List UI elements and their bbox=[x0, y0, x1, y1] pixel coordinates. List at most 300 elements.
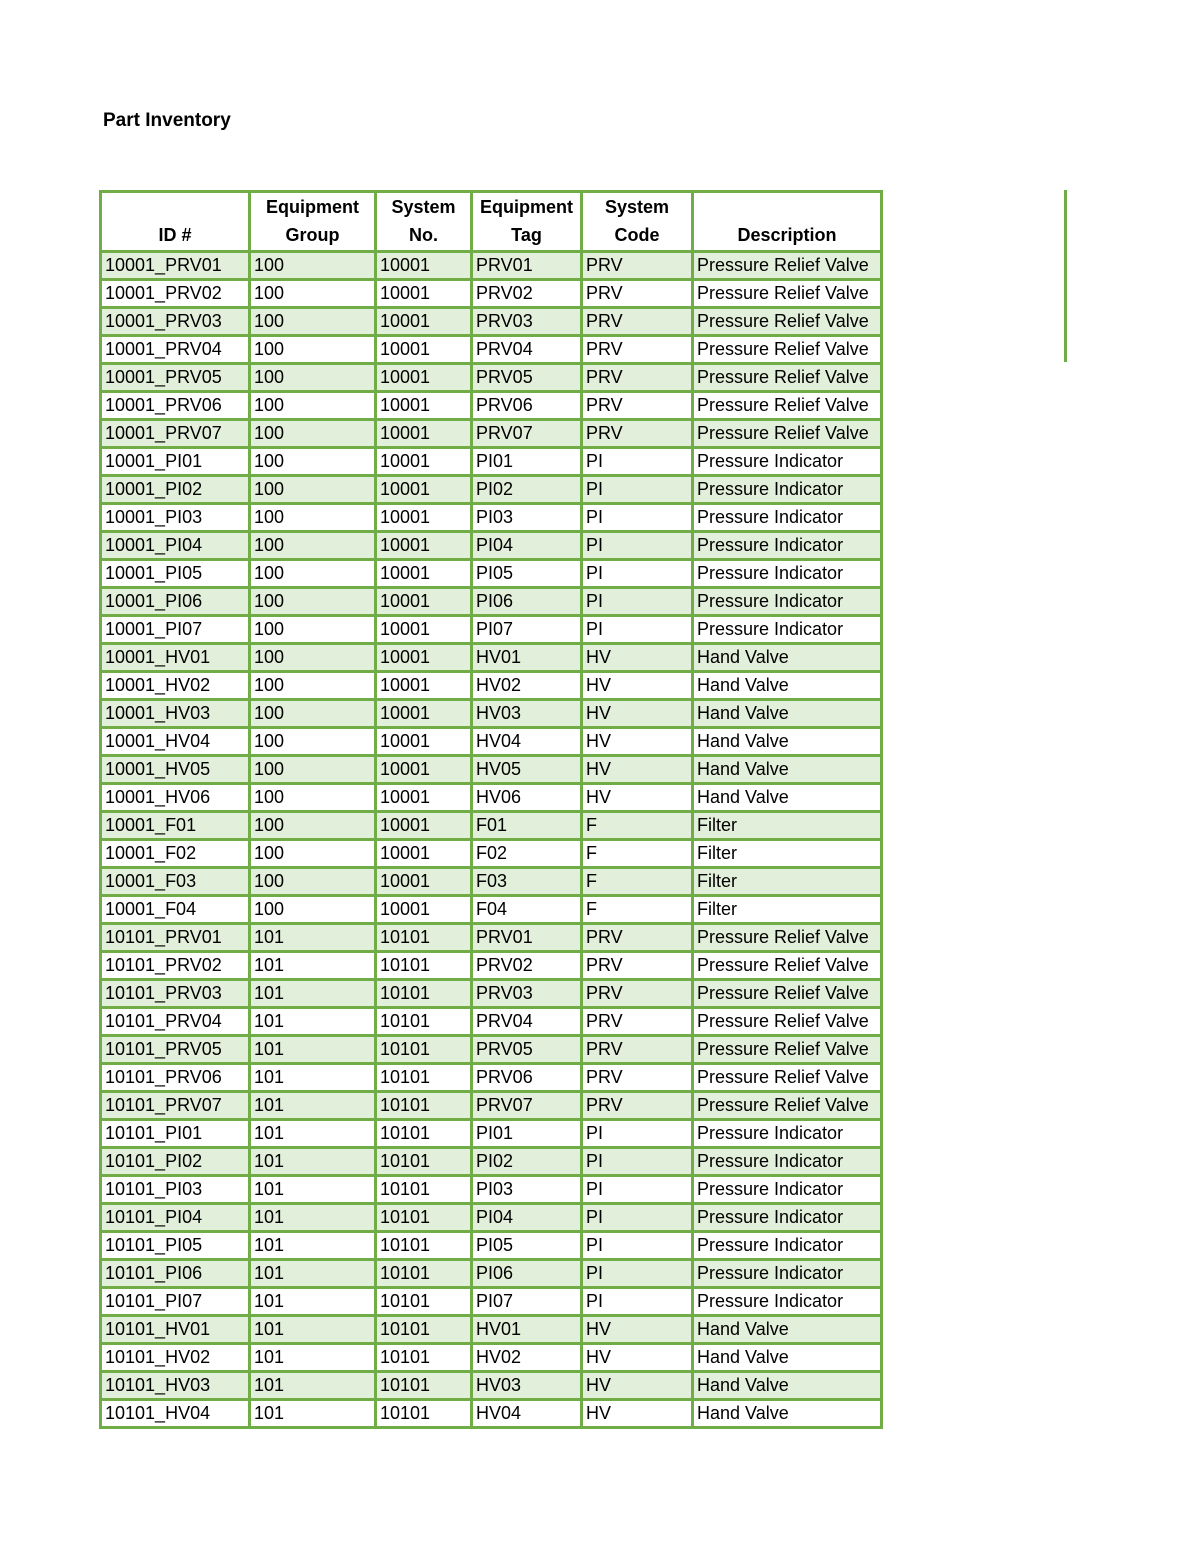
cell-equipment-tag: PI06 bbox=[472, 588, 582, 616]
cell-equipment-tag: HV02 bbox=[472, 1344, 582, 1372]
cell-description: Pressure Indicator bbox=[693, 448, 882, 476]
cell-equipment-group: 101 bbox=[250, 1008, 376, 1036]
cell-description: Filter bbox=[693, 896, 882, 924]
cell-equipment-group: 101 bbox=[250, 1260, 376, 1288]
table-row bbox=[101, 532, 882, 560]
cell-equipment-tag: HV06 bbox=[472, 784, 582, 812]
cell-equipment-group: 101 bbox=[250, 1036, 376, 1064]
table-row bbox=[101, 840, 882, 868]
cell-description: Pressure Relief Valve bbox=[693, 364, 882, 392]
cell-id: 10101_PI02 bbox=[101, 1148, 250, 1176]
header-line: Equipment bbox=[266, 197, 359, 217]
table-row bbox=[101, 1400, 882, 1428]
cell-system-code: F bbox=[582, 812, 693, 840]
cell-equipment-tag: PI01 bbox=[472, 1120, 582, 1148]
cell-description: Pressure Relief Valve bbox=[693, 1008, 882, 1036]
cell-equipment-group: 101 bbox=[250, 1064, 376, 1092]
cell-system-code: PRV bbox=[582, 1036, 693, 1064]
cell-equipment-tag: PI04 bbox=[472, 532, 582, 560]
cell-system-code: PI bbox=[582, 588, 693, 616]
cell-description: Pressure Indicator bbox=[693, 616, 882, 644]
cell-system-code: PRV bbox=[582, 252, 693, 280]
table-row bbox=[101, 420, 882, 448]
cell-equipment-group: 100 bbox=[250, 336, 376, 364]
cell-equipment-tag: PI07 bbox=[472, 616, 582, 644]
cell-equipment-group: 101 bbox=[250, 1232, 376, 1260]
cell-equipment-tag: PI01 bbox=[472, 448, 582, 476]
cell-system-code: PI bbox=[582, 1204, 693, 1232]
cell-equipment-group: 100 bbox=[250, 476, 376, 504]
cell-description: Pressure Indicator bbox=[693, 1204, 882, 1232]
header-line: No. bbox=[409, 225, 438, 245]
cell-equipment-group: 101 bbox=[250, 1092, 376, 1120]
cell-system-no: 10001 bbox=[376, 280, 472, 308]
cell-description: Hand Valve bbox=[693, 1372, 882, 1400]
cell-description: Pressure Relief Valve bbox=[693, 280, 882, 308]
cell-description: Pressure Relief Valve bbox=[693, 336, 882, 364]
cell-equipment-tag: HV03 bbox=[472, 1372, 582, 1400]
cell-id: 10001_PI04 bbox=[101, 532, 250, 560]
cell-id: 10101_PRV05 bbox=[101, 1036, 250, 1064]
column-header-equipment-tag bbox=[472, 192, 582, 252]
cell-system-code: PI bbox=[582, 1260, 693, 1288]
table-row bbox=[101, 756, 882, 784]
cell-description: Pressure Indicator bbox=[693, 1232, 882, 1260]
cell-system-no: 10001 bbox=[376, 532, 472, 560]
cell-equipment-group: 101 bbox=[250, 1120, 376, 1148]
column-header-description bbox=[693, 192, 882, 252]
cell-equipment-group: 101 bbox=[250, 1316, 376, 1344]
cell-id: 10001_F03 bbox=[101, 868, 250, 896]
cell-equipment-group: 100 bbox=[250, 756, 376, 784]
cell-id: 10001_F02 bbox=[101, 840, 250, 868]
table-row bbox=[101, 952, 882, 980]
cell-equipment-group: 101 bbox=[250, 980, 376, 1008]
cell-equipment-tag: PRV07 bbox=[472, 420, 582, 448]
cell-system-code: PRV bbox=[582, 280, 693, 308]
table-row bbox=[101, 448, 882, 476]
cell-system-code: HV bbox=[582, 1372, 693, 1400]
table-row bbox=[101, 560, 882, 588]
cell-equipment-tag: HV04 bbox=[472, 728, 582, 756]
cell-equipment-group: 101 bbox=[250, 1176, 376, 1204]
cell-id: 10001_HV05 bbox=[101, 756, 250, 784]
table-row bbox=[101, 252, 882, 280]
cell-system-code: HV bbox=[582, 1400, 693, 1428]
cell-equipment-tag: PRV03 bbox=[472, 308, 582, 336]
table-row bbox=[101, 1288, 882, 1316]
cell-equipment-group: 100 bbox=[250, 812, 376, 840]
cell-system-code: PI bbox=[582, 476, 693, 504]
cell-system-no: 10001 bbox=[376, 784, 472, 812]
page-title: Part Inventory bbox=[103, 110, 231, 131]
header-line: Tag bbox=[511, 225, 542, 245]
cell-equipment-tag: PRV02 bbox=[472, 952, 582, 980]
cell-description: Pressure Indicator bbox=[693, 504, 882, 532]
cell-equipment-tag: HV05 bbox=[472, 756, 582, 784]
cell-equipment-tag: PRV01 bbox=[472, 252, 582, 280]
cell-equipment-group: 101 bbox=[250, 1204, 376, 1232]
cell-system-code: PI bbox=[582, 1232, 693, 1260]
cell-equipment-group: 100 bbox=[250, 392, 376, 420]
table-row bbox=[101, 336, 882, 364]
cell-system-code: HV bbox=[582, 644, 693, 672]
cell-id: 10001_HV03 bbox=[101, 700, 250, 728]
cell-system-no: 10101 bbox=[376, 1344, 472, 1372]
cell-system-code: PRV bbox=[582, 924, 693, 952]
cell-system-no: 10001 bbox=[376, 336, 472, 364]
cell-id: 10101_HV02 bbox=[101, 1344, 250, 1372]
cell-system-no: 10001 bbox=[376, 896, 472, 924]
cell-id: 10101_HV04 bbox=[101, 1400, 250, 1428]
cell-system-no: 10101 bbox=[376, 924, 472, 952]
cell-equipment-group: 100 bbox=[250, 588, 376, 616]
cell-system-no: 10001 bbox=[376, 868, 472, 896]
cell-equipment-group: 101 bbox=[250, 1372, 376, 1400]
cell-id: 10101_PI06 bbox=[101, 1260, 250, 1288]
table-row bbox=[101, 644, 882, 672]
table-row bbox=[101, 1036, 882, 1064]
table-row bbox=[101, 1064, 882, 1092]
cell-id: 10001_F04 bbox=[101, 896, 250, 924]
cell-system-no: 10001 bbox=[376, 364, 472, 392]
divider-line bbox=[1064, 190, 1067, 362]
cell-description: Hand Valve bbox=[693, 1400, 882, 1428]
cell-system-no: 10101 bbox=[376, 1008, 472, 1036]
cell-equipment-tag: PI02 bbox=[472, 476, 582, 504]
inventory-table bbox=[99, 190, 883, 1429]
table-row bbox=[101, 392, 882, 420]
cell-id: 10101_PRV06 bbox=[101, 1064, 250, 1092]
table-row bbox=[101, 1344, 882, 1372]
cell-description: Filter bbox=[693, 840, 882, 868]
table-row bbox=[101, 1008, 882, 1036]
cell-equipment-tag: F03 bbox=[472, 868, 582, 896]
cell-system-no: 10001 bbox=[376, 308, 472, 336]
header-line: Code bbox=[614, 225, 660, 245]
cell-system-code: PRV bbox=[582, 364, 693, 392]
cell-id: 10001_PRV03 bbox=[101, 308, 250, 336]
cell-id: 10101_PI03 bbox=[101, 1176, 250, 1204]
cell-description: Filter bbox=[693, 812, 882, 840]
cell-system-no: 10001 bbox=[376, 420, 472, 448]
cell-system-code: PI bbox=[582, 616, 693, 644]
cell-system-no: 10001 bbox=[376, 252, 472, 280]
cell-equipment-group: 101 bbox=[250, 1148, 376, 1176]
cell-id: 10101_PI01 bbox=[101, 1120, 250, 1148]
cell-system-no: 10101 bbox=[376, 1400, 472, 1428]
cell-id: 10101_HV03 bbox=[101, 1372, 250, 1400]
cell-id: 10001_PI02 bbox=[101, 476, 250, 504]
cell-id: 10101_PRV07 bbox=[101, 1092, 250, 1120]
cell-equipment-tag: HV04 bbox=[472, 1400, 582, 1428]
cell-equipment-group: 100 bbox=[250, 896, 376, 924]
cell-equipment-tag: PI07 bbox=[472, 1288, 582, 1316]
table-row bbox=[101, 280, 882, 308]
cell-description: Pressure Indicator bbox=[693, 1260, 882, 1288]
cell-system-code: PRV bbox=[582, 392, 693, 420]
cell-system-code: F bbox=[582, 896, 693, 924]
column-header-id bbox=[101, 192, 250, 252]
cell-system-code: PI bbox=[582, 1148, 693, 1176]
table-row bbox=[101, 504, 882, 532]
cell-description: Pressure Indicator bbox=[693, 1120, 882, 1148]
cell-id: 10001_PRV02 bbox=[101, 280, 250, 308]
cell-system-no: 10101 bbox=[376, 1316, 472, 1344]
cell-equipment-group: 100 bbox=[250, 700, 376, 728]
table-row bbox=[101, 868, 882, 896]
cell-system-no: 10001 bbox=[376, 392, 472, 420]
header-row bbox=[101, 192, 882, 252]
cell-system-code: PRV bbox=[582, 1008, 693, 1036]
cell-description: Pressure Relief Valve bbox=[693, 1036, 882, 1064]
cell-description: Pressure Indicator bbox=[693, 588, 882, 616]
cell-description: Pressure Indicator bbox=[693, 1176, 882, 1204]
cell-system-code: PI bbox=[582, 532, 693, 560]
cell-id: 10101_PRV01 bbox=[101, 924, 250, 952]
cell-system-code: PI bbox=[582, 448, 693, 476]
cell-equipment-group: 101 bbox=[250, 1288, 376, 1316]
cell-system-no: 10101 bbox=[376, 1036, 472, 1064]
cell-system-no: 10101 bbox=[376, 1232, 472, 1260]
cell-description: Hand Valve bbox=[693, 728, 882, 756]
table-row bbox=[101, 1176, 882, 1204]
cell-equipment-tag: PI03 bbox=[472, 1176, 582, 1204]
cell-id: 10001_PRV06 bbox=[101, 392, 250, 420]
cell-description: Pressure Indicator bbox=[693, 1288, 882, 1316]
cell-equipment-tag: PRV06 bbox=[472, 392, 582, 420]
table-row bbox=[101, 1204, 882, 1232]
table-row bbox=[101, 812, 882, 840]
table-row bbox=[101, 1260, 882, 1288]
cell-description: Pressure Indicator bbox=[693, 1148, 882, 1176]
cell-id: 10001_PRV07 bbox=[101, 420, 250, 448]
table-row bbox=[101, 616, 882, 644]
cell-system-no: 10101 bbox=[376, 1204, 472, 1232]
cell-equipment-group: 100 bbox=[250, 308, 376, 336]
cell-equipment-group: 100 bbox=[250, 448, 376, 476]
cell-description: Hand Valve bbox=[693, 700, 882, 728]
cell-equipment-group: 101 bbox=[250, 1344, 376, 1372]
cell-equipment-group: 100 bbox=[250, 252, 376, 280]
cell-equipment-tag: PI05 bbox=[472, 1232, 582, 1260]
cell-description: Hand Valve bbox=[693, 672, 882, 700]
cell-equipment-group: 101 bbox=[250, 1400, 376, 1428]
cell-id: 10001_PRV04 bbox=[101, 336, 250, 364]
cell-equipment-group: 100 bbox=[250, 560, 376, 588]
cell-description: Pressure Indicator bbox=[693, 476, 882, 504]
cell-id: 10001_PI05 bbox=[101, 560, 250, 588]
cell-equipment-tag: PRV04 bbox=[472, 336, 582, 364]
cell-id: 10001_HV01 bbox=[101, 644, 250, 672]
cell-system-no: 10101 bbox=[376, 1288, 472, 1316]
cell-system-code: HV bbox=[582, 728, 693, 756]
cell-id: 10001_PI07 bbox=[101, 616, 250, 644]
cell-equipment-tag: PRV06 bbox=[472, 1064, 582, 1092]
cell-id: 10101_PI05 bbox=[101, 1232, 250, 1260]
cell-equipment-tag: PI05 bbox=[472, 560, 582, 588]
cell-system-no: 10101 bbox=[376, 980, 472, 1008]
cell-id: 10101_PRV04 bbox=[101, 1008, 250, 1036]
table-row bbox=[101, 1316, 882, 1344]
table-row bbox=[101, 1092, 882, 1120]
table-row bbox=[101, 700, 882, 728]
cell-equipment-group: 101 bbox=[250, 924, 376, 952]
cell-description: Pressure Relief Valve bbox=[693, 392, 882, 420]
cell-description: Filter bbox=[693, 868, 882, 896]
cell-system-no: 10101 bbox=[376, 1120, 472, 1148]
header-line: ID # bbox=[158, 225, 192, 245]
cell-equipment-tag: PRV05 bbox=[472, 364, 582, 392]
table-row bbox=[101, 728, 882, 756]
cell-equipment-group: 100 bbox=[250, 784, 376, 812]
cell-id: 10001_PRV05 bbox=[101, 364, 250, 392]
cell-system-no: 10101 bbox=[376, 1092, 472, 1120]
cell-system-code: HV bbox=[582, 700, 693, 728]
cell-system-code: PI bbox=[582, 504, 693, 532]
table-row bbox=[101, 1148, 882, 1176]
cell-equipment-tag: PI03 bbox=[472, 504, 582, 532]
cell-equipment-tag: F01 bbox=[472, 812, 582, 840]
cell-id: 10101_HV01 bbox=[101, 1316, 250, 1344]
cell-system-no: 10101 bbox=[376, 1148, 472, 1176]
cell-equipment-tag: PRV04 bbox=[472, 1008, 582, 1036]
header-line: Equipment bbox=[480, 197, 573, 217]
cell-equipment-tag: HV01 bbox=[472, 1316, 582, 1344]
cell-description: Pressure Relief Valve bbox=[693, 308, 882, 336]
cell-system-no: 10101 bbox=[376, 952, 472, 980]
cell-system-code: PRV bbox=[582, 952, 693, 980]
cell-system-code: PRV bbox=[582, 308, 693, 336]
cell-equipment-group: 100 bbox=[250, 728, 376, 756]
cell-equipment-group: 100 bbox=[250, 532, 376, 560]
cell-system-no: 10001 bbox=[376, 616, 472, 644]
cell-system-no: 10101 bbox=[376, 1176, 472, 1204]
cell-system-code: HV bbox=[582, 756, 693, 784]
cell-system-code: HV bbox=[582, 672, 693, 700]
cell-id: 10001_HV06 bbox=[101, 784, 250, 812]
table-row bbox=[101, 1120, 882, 1148]
cell-equipment-group: 100 bbox=[250, 616, 376, 644]
cell-system-no: 10001 bbox=[376, 672, 472, 700]
cell-id: 10001_PI06 bbox=[101, 588, 250, 616]
cell-equipment-group: 100 bbox=[250, 644, 376, 672]
cell-system-code: HV bbox=[582, 1316, 693, 1344]
cell-id: 10001_HV04 bbox=[101, 728, 250, 756]
cell-equipment-tag: PRV05 bbox=[472, 1036, 582, 1064]
cell-description: Hand Valve bbox=[693, 1316, 882, 1344]
column-header-system-no bbox=[376, 192, 472, 252]
header-line: System bbox=[391, 197, 456, 217]
cell-system-no: 10001 bbox=[376, 504, 472, 532]
cell-system-no: 10001 bbox=[376, 756, 472, 784]
table-row bbox=[101, 924, 882, 952]
cell-system-code: PI bbox=[582, 1288, 693, 1316]
cell-system-code: PI bbox=[582, 1176, 693, 1204]
table-row bbox=[101, 672, 882, 700]
table-row bbox=[101, 784, 882, 812]
cell-description: Hand Valve bbox=[693, 1344, 882, 1372]
cell-description: Pressure Relief Valve bbox=[693, 924, 882, 952]
cell-equipment-group: 100 bbox=[250, 840, 376, 868]
cell-system-code: PI bbox=[582, 560, 693, 588]
header-line: Group bbox=[285, 225, 340, 245]
cell-system-code: F bbox=[582, 840, 693, 868]
cell-system-code: PRV bbox=[582, 420, 693, 448]
cell-system-no: 10001 bbox=[376, 700, 472, 728]
cell-id: 10101_PI07 bbox=[101, 1288, 250, 1316]
cell-equipment-tag: PRV07 bbox=[472, 1092, 582, 1120]
cell-description: Pressure Relief Valve bbox=[693, 1064, 882, 1092]
cell-equipment-group: 100 bbox=[250, 504, 376, 532]
table-row bbox=[101, 476, 882, 504]
cell-id: 10001_PRV01 bbox=[101, 252, 250, 280]
cell-system-code: HV bbox=[582, 784, 693, 812]
cell-system-no: 10001 bbox=[376, 644, 472, 672]
cell-system-code: HV bbox=[582, 1344, 693, 1372]
cell-equipment-group: 100 bbox=[250, 364, 376, 392]
cell-equipment-tag: F02 bbox=[472, 840, 582, 868]
cell-description: Pressure Indicator bbox=[693, 532, 882, 560]
cell-system-no: 10101 bbox=[376, 1260, 472, 1288]
cell-equipment-tag: PI02 bbox=[472, 1148, 582, 1176]
cell-equipment-group: 100 bbox=[250, 280, 376, 308]
table-row bbox=[101, 980, 882, 1008]
table-row bbox=[101, 308, 882, 336]
cell-system-no: 10001 bbox=[376, 588, 472, 616]
cell-system-no: 10001 bbox=[376, 840, 472, 868]
cell-id: 10101_PI04 bbox=[101, 1204, 250, 1232]
cell-equipment-tag: HV01 bbox=[472, 644, 582, 672]
cell-id: 10101_PRV02 bbox=[101, 952, 250, 980]
cell-description: Pressure Relief Valve bbox=[693, 952, 882, 980]
cell-description: Hand Valve bbox=[693, 784, 882, 812]
cell-equipment-group: 100 bbox=[250, 420, 376, 448]
cell-system-code: PRV bbox=[582, 336, 693, 364]
cell-system-code: PI bbox=[582, 1120, 693, 1148]
cell-equipment-tag: HV03 bbox=[472, 700, 582, 728]
cell-equipment-tag: HV02 bbox=[472, 672, 582, 700]
column-header-system-code bbox=[582, 192, 693, 252]
header-line: System bbox=[604, 197, 670, 217]
cell-equipment-group: 101 bbox=[250, 952, 376, 980]
cell-equipment-tag: PI06 bbox=[472, 1260, 582, 1288]
cell-system-no: 10001 bbox=[376, 448, 472, 476]
cell-id: 10001_HV02 bbox=[101, 672, 250, 700]
cell-system-no: 10001 bbox=[376, 728, 472, 756]
column-header-equipment-group bbox=[250, 192, 376, 252]
cell-system-no: 10001 bbox=[376, 560, 472, 588]
table-row bbox=[101, 1232, 882, 1260]
cell-system-code: PRV bbox=[582, 980, 693, 1008]
header-line: Description bbox=[737, 225, 837, 245]
cell-system-no: 10001 bbox=[376, 812, 472, 840]
cell-system-code: PRV bbox=[582, 1092, 693, 1120]
cell-system-code: F bbox=[582, 868, 693, 896]
cell-description: Pressure Relief Valve bbox=[693, 980, 882, 1008]
table-row bbox=[101, 1372, 882, 1400]
cell-description: Pressure Relief Valve bbox=[693, 420, 882, 448]
cell-id: 10001_PI01 bbox=[101, 448, 250, 476]
cell-equipment-group: 100 bbox=[250, 868, 376, 896]
cell-system-no: 10001 bbox=[376, 476, 472, 504]
table-row bbox=[101, 896, 882, 924]
table-row bbox=[101, 364, 882, 392]
cell-equipment-tag: PRV02 bbox=[472, 280, 582, 308]
cell-description: Pressure Relief Valve bbox=[693, 252, 882, 280]
cell-id: 10101_PRV03 bbox=[101, 980, 250, 1008]
cell-description: Pressure Relief Valve bbox=[693, 1092, 882, 1120]
